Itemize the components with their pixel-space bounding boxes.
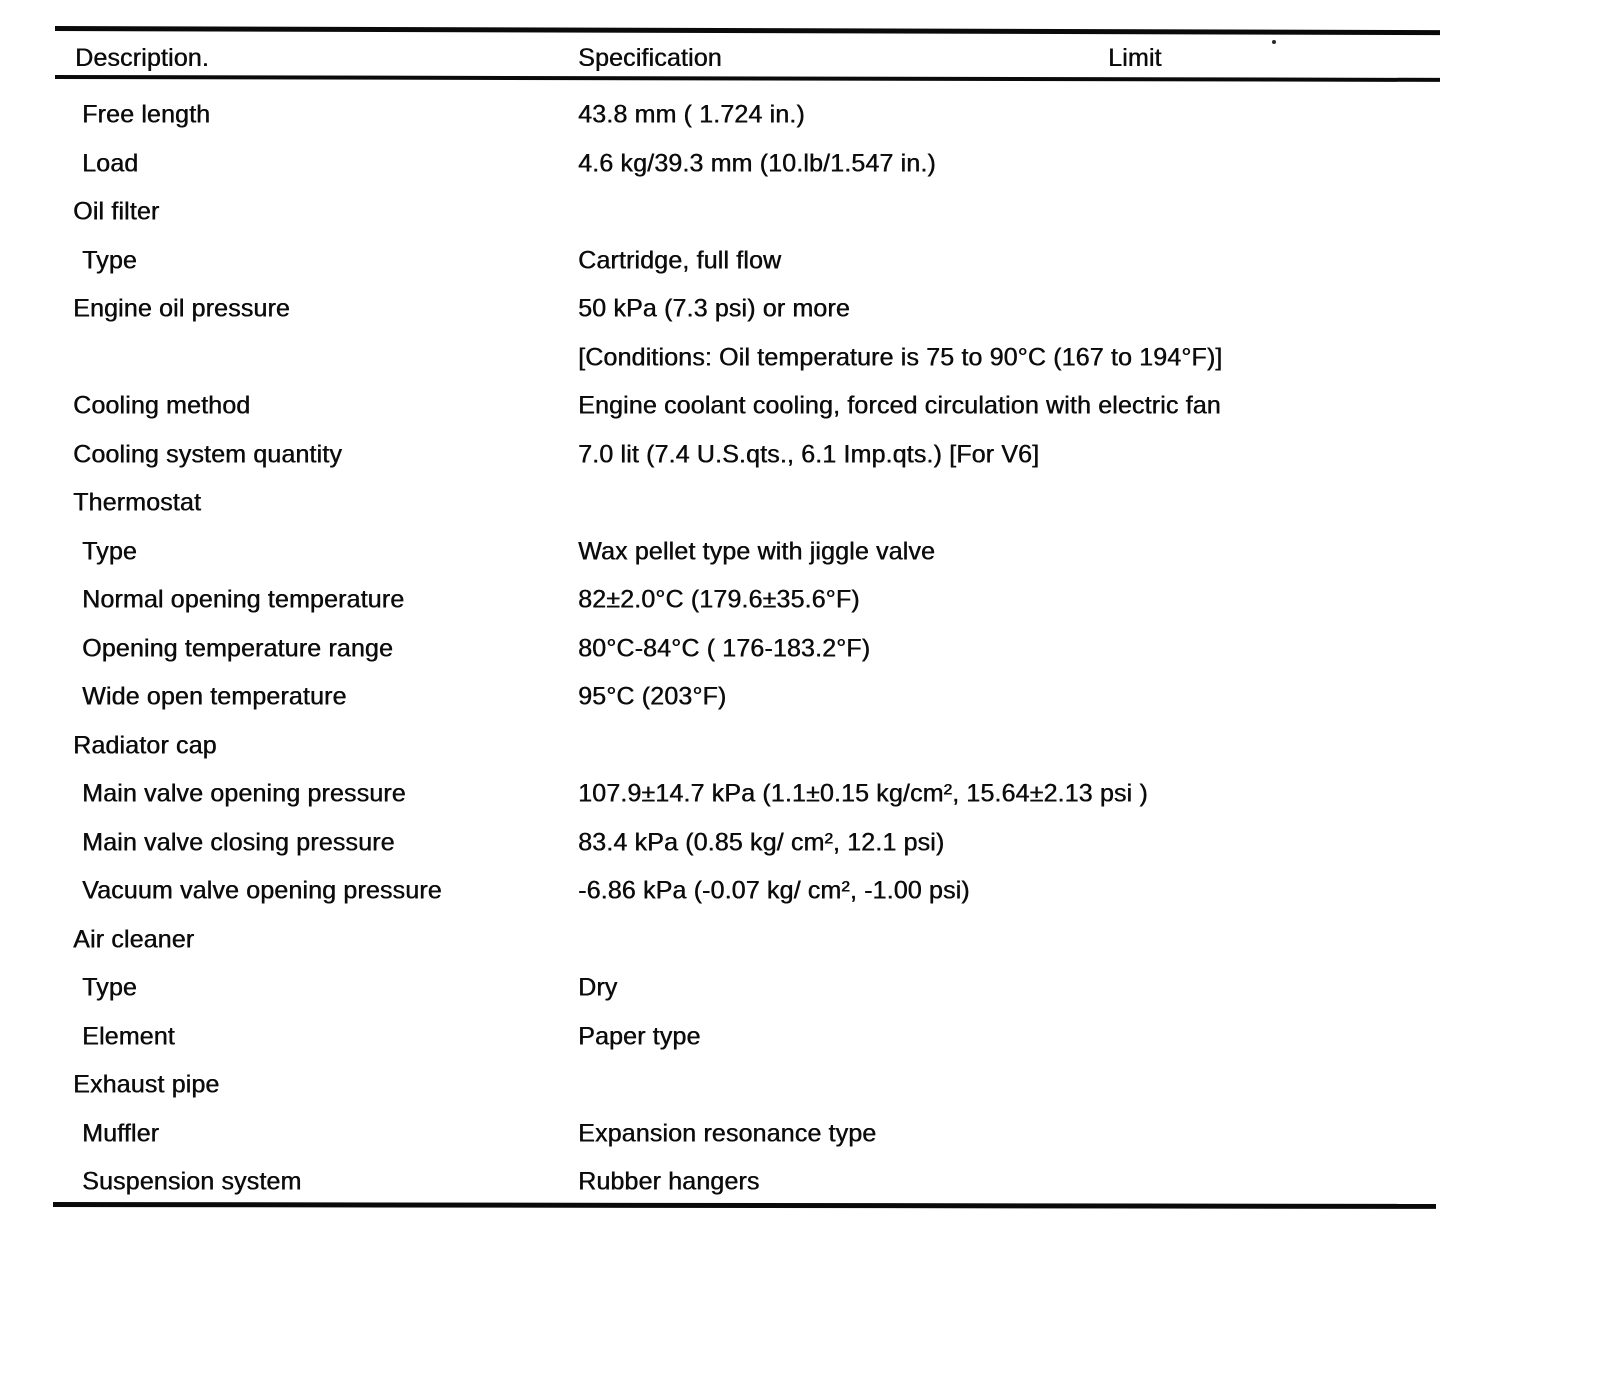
- row-specification: -6.86 kPa (-0.07 kg/ cm², -1.00 psi): [578, 876, 970, 905]
- table-row: [0, 867, 1600, 916]
- table-row: [0, 237, 1600, 286]
- table-top-rule: [55, 26, 1440, 35]
- row-specification: 7.0 lit (7.4 U.S.qts., 6.1 Imp.qts.) [For V6]: [578, 440, 1040, 469]
- row-description: Exhaust pipe: [73, 1070, 220, 1099]
- row-specification: Rubber hangers: [578, 1167, 760, 1196]
- row-specification: 95°C (203°F): [578, 682, 727, 711]
- row-specification: 43.8 mm ( 1.724 in.): [578, 100, 805, 129]
- spec-table-body: [0, 91, 1600, 1207]
- row-specification: Expansion resonance type: [578, 1119, 877, 1148]
- table-row: [0, 1061, 1600, 1110]
- row-description: Type: [82, 973, 137, 1002]
- table-row: [0, 770, 1600, 819]
- row-description: Opening temperature range: [82, 634, 393, 663]
- table-row: [0, 819, 1600, 868]
- row-description: Type: [82, 537, 137, 566]
- row-specification: Wax pellet type with jiggle valve: [578, 537, 935, 566]
- row-specification: 80°C-84°C ( 176-183.2°F): [578, 634, 871, 663]
- row-description: Air cleaner: [73, 925, 195, 954]
- row-description: Vacuum valve opening pressure: [82, 876, 442, 905]
- row-description: Main valve closing pressure: [82, 828, 395, 857]
- row-description: Muffler: [82, 1119, 160, 1148]
- table-row: [0, 334, 1600, 383]
- table-bottom-rule: [53, 1202, 1436, 1209]
- table-row: [0, 1158, 1600, 1207]
- row-description: Wide open temperature: [82, 682, 347, 711]
- table-row: [0, 91, 1600, 140]
- table-header-rule: [55, 75, 1440, 82]
- table-row: [0, 576, 1600, 625]
- row-description: Main valve opening pressure: [82, 779, 406, 808]
- header-specification: Specification: [578, 43, 722, 72]
- row-description: Cooling method: [73, 391, 251, 420]
- table-row: [0, 479, 1600, 528]
- row-specification: Cartridge, full flow: [578, 246, 782, 275]
- table-row: [0, 1110, 1600, 1159]
- row-specification: 83.4 kPa (0.85 kg/ cm², 12.1 psi): [578, 828, 945, 857]
- row-specification: Paper type: [578, 1022, 701, 1051]
- table-row: [0, 140, 1600, 189]
- row-description: Load: [82, 149, 139, 178]
- scan-speck: [1272, 40, 1276, 44]
- table-row: [0, 528, 1600, 577]
- row-description: Thermostat: [73, 488, 201, 517]
- table-row: [0, 964, 1600, 1013]
- row-description: Normal opening temperature: [82, 585, 405, 614]
- row-description: Element: [82, 1022, 175, 1051]
- table-row: [0, 188, 1600, 237]
- row-specification: 50 kPa (7.3 psi) or more: [578, 294, 850, 323]
- table-row: [0, 916, 1600, 965]
- table-row: [0, 285, 1600, 334]
- row-description: Cooling system quantity: [73, 440, 342, 469]
- row-specification: [Conditions: Oil temperature is 75 to 90°C (167 to 194°F)]: [578, 343, 1223, 372]
- table-row: [0, 625, 1600, 674]
- row-description: Free length: [82, 100, 211, 129]
- table-row: [0, 722, 1600, 771]
- row-description: Suspension system: [82, 1167, 302, 1196]
- row-description: Engine oil pressure: [73, 294, 290, 323]
- table-row: [0, 673, 1600, 722]
- row-specification: 4.6 kg/39.3 mm (10.lb/1.547 in.): [578, 149, 936, 178]
- table-row: [0, 1013, 1600, 1062]
- row-specification: 82±2.0°C (179.6±35.6°F): [578, 585, 860, 614]
- header-description: Description.: [75, 43, 209, 72]
- row-description: Oil filter: [73, 197, 160, 226]
- table-row: [0, 382, 1600, 431]
- row-specification: 107.9±14.7 kPa (1.1±0.15 kg/cm², 15.64±2.13 psi ): [578, 779, 1148, 808]
- row-description: Radiator cap: [73, 731, 217, 760]
- row-description: Type: [82, 246, 137, 275]
- table-row: [0, 431, 1600, 480]
- row-specification: Dry: [578, 973, 618, 1002]
- row-specification: Engine coolant cooling, forced circulation with electric fan: [578, 391, 1221, 420]
- header-limit: Limit: [1108, 43, 1162, 72]
